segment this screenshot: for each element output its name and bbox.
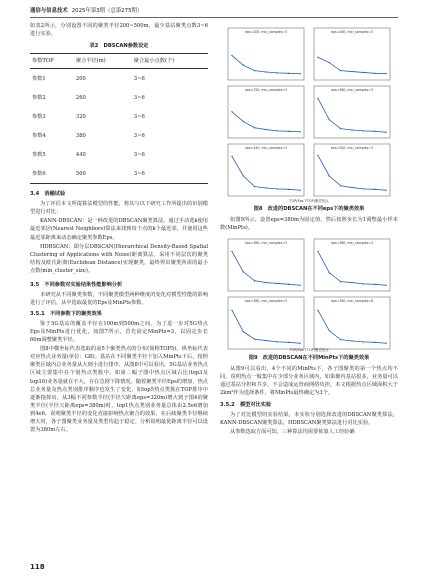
data-point [363,188,364,189]
table-cell: 参数3 [32,113,46,120]
data-point [374,284,375,285]
table-cell: 参数2 [32,94,46,101]
intro-paragraph: 如表2所示，分别设置不同的聚类半径200~500m，最少基站聚类点数3~6进行实验。 [30,23,208,38]
data-point [231,310,232,311]
data-point [385,285,386,286]
data-point [385,73,386,74]
x-axis-label: TOP(Eps下TOP)聚类热点 [289,199,329,203]
data-point [243,65,244,66]
chart-panel [228,297,304,349]
data-point [231,55,232,56]
table-row [30,145,208,164]
data-point [277,130,278,131]
figure-9-minpts-clustering [220,233,398,353]
chart-panel [314,86,390,138]
figure-8-eps-clustering [220,22,398,204]
section-heading-3-5: 3.5 不同参数对实验结果性能影响分析 [30,281,123,288]
body-paragraph: 从图9可以看出，4个不同的MinPts下，各子图聚类的第一个热点均不同，说明热点一般集中在少部分业务区域内，如果聚内基站很多，业务量可以通过基站分担和共享，不会造成运营商网络负担。本文根据热点区域面积大于2km²作为选择条件，将MinPts最终确定为3个。 [220,366,398,397]
body-paragraph: 为了评估本文所提算法模型的性能，将其与以下研究工作所提出的识别模型进行对比： [30,201,208,216]
table-row [30,164,208,184]
data-point [340,281,341,282]
data-point [317,57,318,58]
table-cell: 参数6 [32,170,46,177]
data-point [254,280,255,281]
table-header-cell: 聚合半径(m) [75,58,106,65]
table-row [30,126,208,145]
data-point [288,342,289,343]
table-cell: 3~6 [133,113,145,120]
data-point [374,131,375,132]
section-heading-3-4: 3.4 消融试验 [30,191,66,198]
body-paragraph: KANN-DBSCAN：是一种改进的DBSCAN聚类算法，通过手动选k使用最近邻居(Nearest Neighbors)算法来找到每个点的k个最近邻，并使用这些最近邻距离来动态确定聚类参数Eps。 [30,218,208,241]
chart-panel [314,28,390,80]
body-paragraph: 鉴于5G基站的覆盖半径在100m到500m之间。为了进一步对5G热点Eps及MinPts进行优化，如图7所示，首先固定MinPts=3，以固定步长60m调整聚类半径。 [30,321,208,344]
data-point [265,282,266,283]
data-point [317,155,318,156]
data-point [243,331,244,332]
issue-info: 2025年第3期（总第275期） [71,8,143,14]
data-point [385,132,386,133]
data-point [288,189,289,190]
data-point [299,285,300,286]
data-point [363,72,364,73]
table-row [30,69,208,89]
data-point [374,342,375,343]
panel-title: eps=440, min_samples=3 [245,146,287,150]
chart-panel [228,86,304,138]
panel-title: eps=320, min_samples=3 [245,88,287,92]
table-cell: 参数1 [32,75,46,82]
data-point [351,340,352,341]
data-point [329,272,330,273]
table-cell: 参数4 [32,132,46,139]
table-row [30,107,208,126]
data-point [363,341,364,342]
table-caption: 表2 DBSCAN参数设定 [89,43,149,50]
section-heading-3-5-2: 3.5.2 模型对比实验 [220,401,272,408]
data-point [254,186,255,187]
panel-title: eps=200, min_samples=3 [245,30,287,34]
data-point [265,187,266,188]
panel-title: eps=380, min_samples=3 [245,241,287,246]
data-point [351,71,352,72]
table-cell: 3~6 [133,94,145,101]
data-point [340,70,341,71]
data-point [329,62,330,63]
data-point [265,71,266,72]
data-point [317,251,318,252]
body-paragraph: 为了对比模型的实验结果，本实验分别选择改进的DBSCAN聚类算法，KANN-DBSCAN聚类算法，HDBSCAN聚类算法进行对比实验。 [220,411,398,426]
figure-9-caption: 图9 改进的DBSCAN在不同MinPts下的聚类效果 [248,355,370,362]
chart-panel [228,28,304,80]
running-header [30,7,398,18]
data-point [277,188,278,189]
data-point [363,283,364,284]
table-cell: 320 [75,113,86,120]
table-row [30,88,208,107]
data-point [385,190,386,191]
chart-panel [228,144,304,196]
data-point [299,73,300,74]
data-point [243,121,244,122]
data-point [329,330,330,331]
data-point [329,119,330,120]
data-point [329,175,330,176]
body-paragraph: 本研究从不同聚类参数，不同聚类模型两种维度的变化对模型性能的影响进行了评估。从中选取最优的Eps及MinPts参数。 [30,291,208,306]
data-point [340,339,341,340]
figure-8-caption: 图8 改进的DBSCAN在不同eps下的聚类效果 [253,206,365,212]
body-paragraph: HDBSCAN：即分层DBSCAN(Hierarchical Density-Based Spatial Clustering of Applications with Noise)距离算法，采用不同层次的聚类结构及欧氏距离(Euclidean Distance)实现聚类，最终得出聚类所需的最小点数(min_cluster_size)。 [30,243,208,274]
data-point [363,130,364,131]
data-point [351,282,352,283]
table-cell: 500 [75,170,86,177]
table-header-cell: 聚合最小点数(个) [133,58,175,65]
right-column [220,22,398,437]
x-axis-label: TOP(Eps下TOP)聚类热点 [289,348,329,353]
chart-panel [228,239,304,291]
data-point [277,283,278,284]
body-paragraph: 从参数选取方面可知，三种算法均需要依靠人工经验确 [230,428,355,435]
data-point [299,190,300,191]
data-point [299,343,300,344]
data-point [317,98,318,99]
data-point [254,339,255,340]
data-point [265,340,266,341]
table-cell: 380 [75,132,86,139]
table-header-row [30,54,208,69]
body-paragraph: 图8中横坐标代表选取的前5个聚类热点的分布(简称TOP5)，纵坐标代表对应热点业务量(单位：GB)。基站在不同聚类半径下加入MinPts下后，按照聚类区域内总业务量从大到小进行排序，从图8中可以看出，5G基站业务热点区域主要集中在个别热点类簇中，如第二幅子图中热点区域占比(top3及top16)业务量就在不大，存在急剧下降情况。随着聚类半径Eps的增加，热点总业务量及热点类别排序顺序也发生了变化，如top5热点类簇在TOP排序中逐渐拖掉出。从3幅不同参数半径(半径欠距离eps=320m)增大到子图4的聚类半径(半径欠距离eps=380m)时，top1热点类别业务量总体由2.5e6增加到4e6，说明聚类半径的变化直接影响热点聚合的效果，在后续聚类半径继续增大时，各子图聚类业务量及类型均趋于稳定。分析说明最优距离半径可以设置为380m左右。 [30,346,208,433]
table-cell: 参数5 [32,151,46,158]
table-cell: 3~6 [133,75,145,82]
data-point [231,156,232,157]
data-point [243,175,244,176]
journal-name: 通信与信息技术 [30,8,68,14]
data-point [351,187,352,188]
data-point [299,131,300,132]
table-cell: 200 [75,75,86,82]
data-point [340,128,341,129]
data-point [351,129,352,130]
panel-title: eps=260, min_samples=3 [331,30,373,34]
chart-panel [314,239,390,291]
panel-title: eps=380, min_samples=6 [331,299,373,304]
data-point [265,129,266,130]
table-cell: 3~6 [133,151,145,158]
data-point [231,111,232,112]
chart-panel [314,144,390,196]
data-point [288,131,289,132]
data-point [385,343,386,344]
data-point [288,284,289,285]
table-cell: 260 [75,94,86,101]
data-point [277,341,278,342]
data-point [254,70,255,71]
data-point [374,73,375,74]
parameter-table [30,53,208,184]
page-number: 118 [30,563,45,571]
panel-title: eps=500, min_samples=3 [331,146,373,150]
panel-title: eps=380, min_samples=3 [331,88,373,92]
data-point [317,310,318,311]
panel-title: eps=380, min_samples=4 [331,241,373,246]
data-point [243,271,244,272]
data-point [254,127,255,128]
section-heading-3-5-1: 3.5.1 不同参数下的聚类效果 [30,311,102,317]
body-paragraph: 如图9所示，设置eps=380m为固定值，然后按照步长为1调整最小样本数(MinPts)。 [220,217,398,232]
data-point [277,72,278,73]
table-cell: 440 [75,151,86,158]
table-cell: 3~6 [133,170,145,177]
chart-panel [314,297,390,349]
left-column [30,22,208,435]
table-header-cell: 参数TOP [32,58,54,65]
panel-title: eps=380, min_samples=5 [245,299,287,304]
data-point [340,185,341,186]
data-point [288,73,289,74]
table-cell: 3~6 [133,132,145,139]
data-point [374,189,375,190]
data-point [231,251,232,252]
